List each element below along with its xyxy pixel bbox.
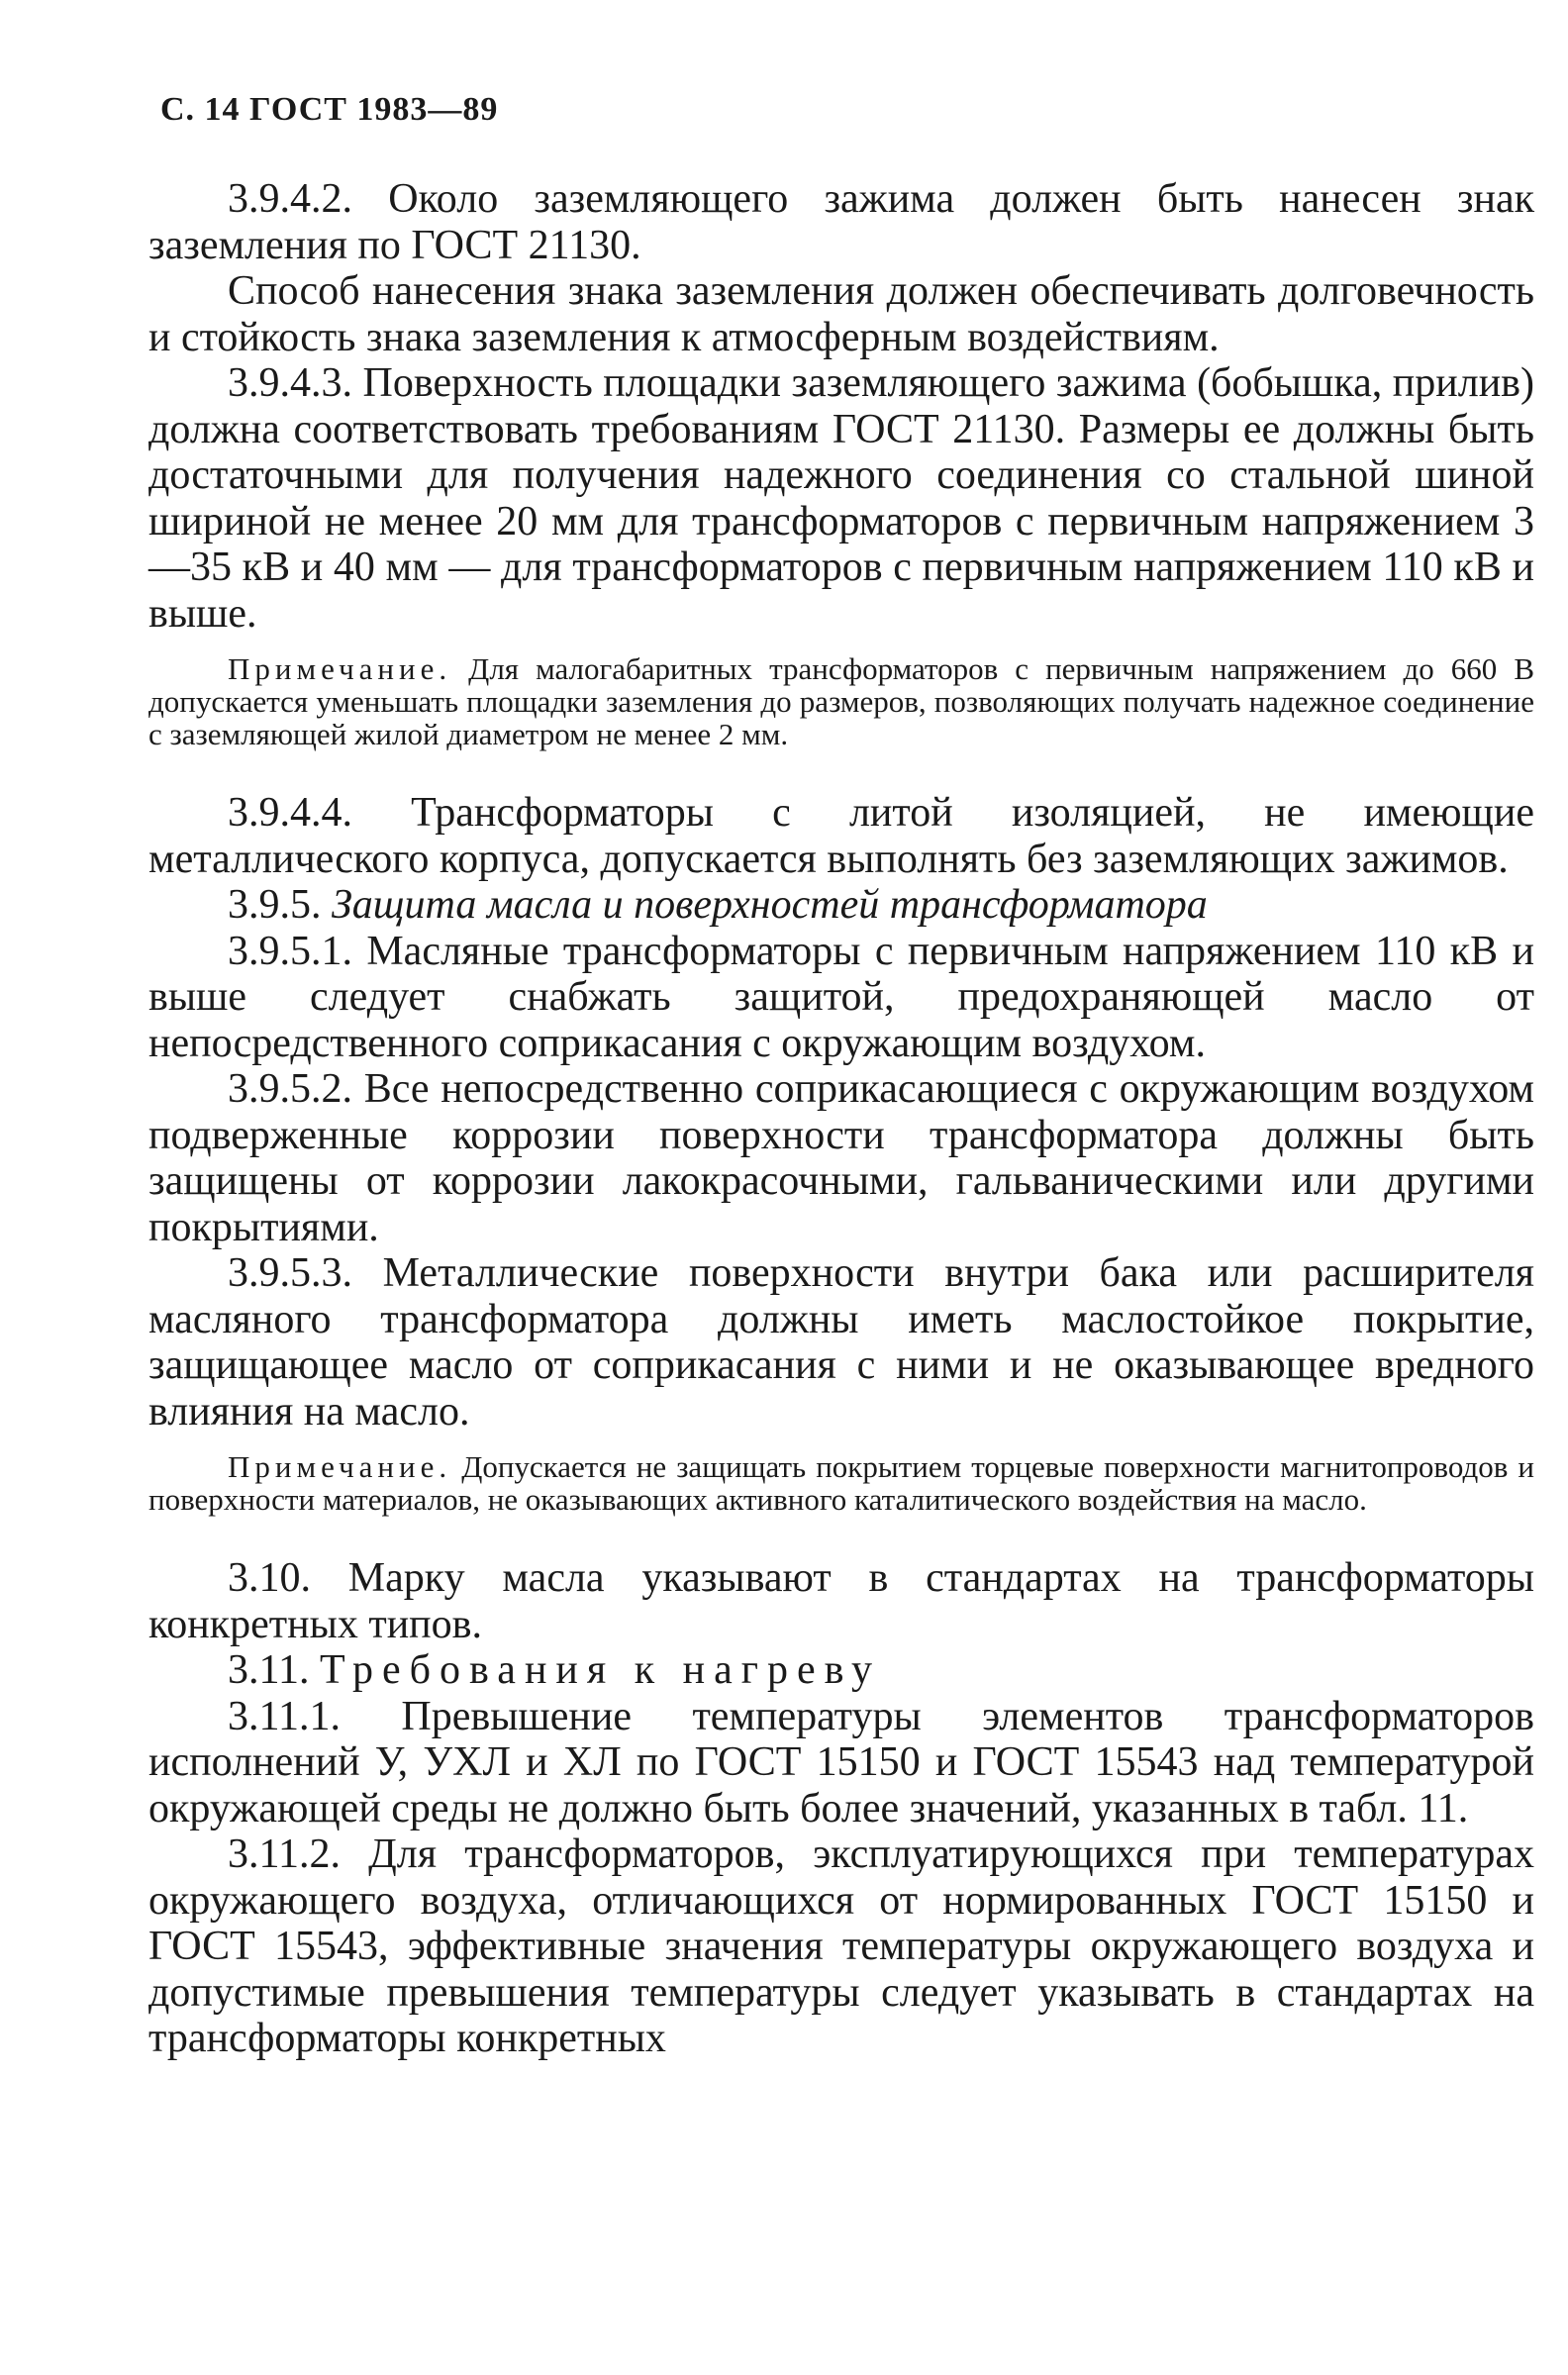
note-2 bbox=[148, 1450, 1534, 1516]
clause-3-9-5-number: 3.9.5. bbox=[228, 882, 322, 928]
clause-3-10: 3.10. Марку масла указывают в стандартах на трансформаторы конкретных типов. bbox=[148, 1555, 1534, 1647]
clause-3-9-5-3: 3.9.5.3. Металлические поверхности внутри бака или расширителя масляного трансформатора должны иметь маслостойкое покрытие, защищающее масло от соприкасания с ними и не оказывающее вредного влияния на масло. bbox=[148, 1250, 1534, 1435]
clause-3-9-4-4: 3.9.4.4. Трансформаторы с литой изоляцией, не имеющие металлического корпуса, допускается выполнять без заземляющих зажимов. bbox=[148, 790, 1534, 882]
note-1 bbox=[148, 652, 1534, 750]
note-1-text: Для малогабаритных трансформаторов с первичным напряжением до 660 В допускается уменьшать площадки заземления до размеров, позволяющих получать надежное соединение с заземляющей жилой диаметром не менее 2 мм. bbox=[148, 651, 1534, 751]
note-1-label: Примечание. bbox=[228, 651, 452, 686]
clause-3-11-title: Требования к нагреву bbox=[319, 1647, 881, 1693]
clause-3-9-5-2: 3.9.5.2. Все непосредственно соприкасающиеся с окружающим воздухом подверженные коррозии поверхности трансформатора должны быть защищены от коррозии лакокрасочными, гальваническими или другими покрытиями. bbox=[148, 1066, 1534, 1250]
document-body bbox=[148, 176, 1534, 2062]
clause-3-11 bbox=[148, 1647, 1534, 1694]
clause-3-11-2: 3.11.2. Для трансформаторов, эксплуатирующихся при температурах окружающего воздуха, отличающихся от нормированных ГОСТ 15150 и ГОСТ 15543, эффективные значения температуры окружающего воздуха и допустимые превышения температуры следует указывать в стандартах на трансформаторы конкретных bbox=[148, 1831, 1534, 2061]
clause-3-9-5 bbox=[148, 882, 1534, 929]
clause-3-9-4-3: 3.9.4.3. Поверхность площадки заземляющего зажима (бобышка, прилив) должна соответствовать требованиям ГОСТ 21130. Размеры ее должны быть достаточными для получения надежного соединения со стальной шиной шириной не менее 20 мм для трансформаторов с первичным напряжением 3—35 кВ и 40 мм — для трансформаторов с первичным напряжением 110 кВ и выше. bbox=[148, 360, 1534, 637]
clause-3-9-5-1: 3.9.5.1. Масляные трансформаторы с первичным напряжением 110 кВ и выше следует снабжать защитой, предохраняющей масло от непосредственного соприкасания с окружающим воздухом. bbox=[148, 928, 1534, 1066]
page-header: С. 14 ГОСТ 1983—89 bbox=[160, 91, 499, 128]
clause-3-9-4-2-cont: Способ нанесения знака заземления должен обеспечивать долговечность и стойкость знака заземления к атмосферным воздействиям. bbox=[148, 268, 1534, 360]
clause-3-9-5-title: Защита масла и поверхностей трансформатора bbox=[332, 882, 1208, 928]
clause-3-11-1: 3.11.1. Превышение температуры элементов трансформаторов исполнений У, УХЛ и ХЛ по ГОСТ 15150 и ГОСТ 15543 над температурой окружающей среды не должно быть более значений, указанных в табл. 11. bbox=[148, 1693, 1534, 1831]
clause-3-9-4-2: 3.9.4.2. Около заземляющего зажима должен быть нанесен знак заземления по ГОСТ 21130. bbox=[148, 176, 1534, 268]
note-2-label: Примечание. bbox=[228, 1449, 452, 1484]
clause-3-11-number: 3.11. bbox=[228, 1647, 310, 1693]
note-2-text: Допускается не защищать покрытием торцевые поверхности магнитопроводов и поверхности материалов, не оказывающих активного каталитического воздействия на масло. bbox=[148, 1449, 1535, 1517]
